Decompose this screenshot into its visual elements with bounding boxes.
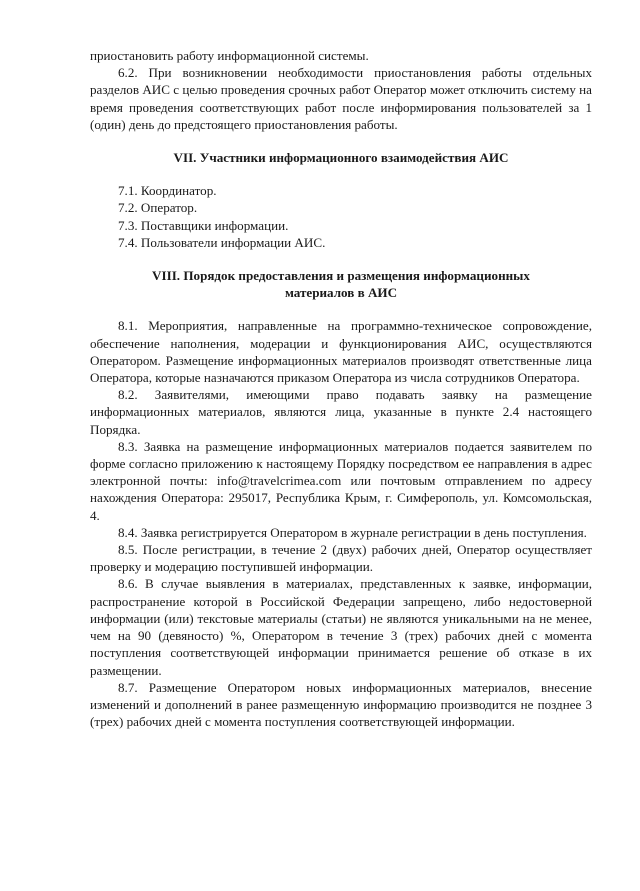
- paragraph-8-1: 8.1. Мероприятия, направленные на программно-техническое сопровождение, обеспечение наполнения, модерации и функционирования АИС, осуществляются Оператором. Размещение информационных материалов производят ответственные лица Оператора, которые назначаются приказом Оператора из числа сотрудников Оператора.: [90, 318, 592, 386]
- spacer: [90, 251, 592, 267]
- paragraph-6-2: 6.2. При возникновении необходимости приостановления работы отдельных разделов АИС с целью проведения срочных работ Оператор может отключить систему на время проведения соответствующих работ после информирования пользователей за 1 (один) день до предстоящего приостановления работы.: [90, 65, 592, 132]
- list-item-7-3: 7.3. Поставщики информации.: [118, 217, 289, 233]
- paragraph-8-7: 8.7. Размещение Оператором новых информационных материалов, внесение изменений и дополнений в ранее размещенную информацию производится не позднее 3 (трех) рабочих дней с момента поступления соответствующей информации.: [90, 679, 592, 730]
- paragraph-8-3: 8.3. Заявка на размещение информационных материалов подается заявителем по форме согласно приложению к настоящему Порядку посредством ее направления в адрес электронной почты: info@travelcrimea.com или почтовым отправлением по адресу нахождения Оператора: 295017, Республика Крым, г. Симферополь, ул. Комсомольская, 4.: [90, 438, 592, 523]
- paragraph-8-4: 8.4. Заявка регистрируется Оператором в журнале регистрации в день поступления.: [118, 524, 587, 540]
- spacer: [90, 166, 592, 182]
- paragraph-8-2: 8.2. Заявителями, имеющими право подавать заявку на размещение информационных материалов, являются лица, указанные в пункте 2.4 настоящего Порядка.: [90, 387, 592, 437]
- paragraph-8-6: 8.6. В случае выявления в материалах, представленных к заявке, информации, распространение которой в Российской Федерации запрещено, либо недостоверной информации (или) текстовые материалы (статьи) не являются уникальными на не менее, чем на 90 (девяносто) %, Оператором в течение 3 (трех) рабочих дней с момента поступления соответствующей информации принимается решение об отказе в их размещении.: [90, 576, 592, 678]
- spacer: [90, 133, 592, 149]
- list-item-7-4: 7.4. Пользователи информации АИС.: [118, 234, 326, 250]
- spacer: [90, 301, 592, 317]
- section-7-heading: VII. Участники информационного взаимодействия АИС: [173, 150, 509, 166]
- continuation-text: приостановить работу информационной системы.: [90, 48, 369, 63]
- paragraph-8-5: 8.5. После регистрации, в течение 2 (двух) рабочих дней, Оператор осуществляет проверку и модерацию поступившей информации.: [90, 542, 592, 575]
- list-item-7-2: 7.2. Оператор.: [118, 200, 198, 216]
- section-8-heading-line-1: VIII. Порядок предоставления и размещения информационных: [152, 268, 530, 284]
- list-item-7-1: 7.1. Координатор.: [118, 183, 217, 199]
- top-margin: [90, 0, 592, 47]
- section-8-heading-line-2: материалов в АИС: [284, 285, 398, 301]
